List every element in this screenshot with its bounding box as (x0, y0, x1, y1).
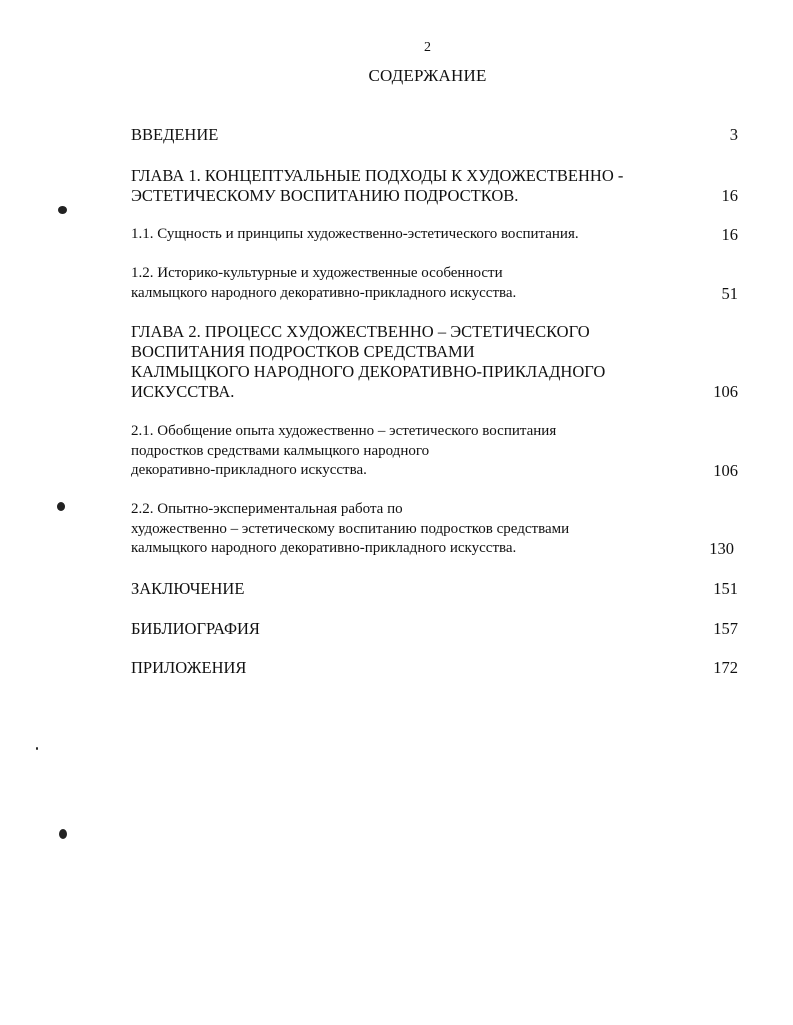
toc-entry-text: ЭСТЕТИЧЕСКОМУ ВОСПИТАНИЮ ПОДРОСТКОВ. (131, 186, 519, 205)
toc-entry-text: калмыцкого народного декоративно-прикладного искусства. (131, 284, 517, 301)
toc-entry-section-1-2[interactable] (131, 264, 738, 304)
toc-entry-section-2-2[interactable] (131, 500, 738, 560)
scan-speck (58, 206, 67, 214)
toc-entry-text: ГЛАВА 2. ПРОЦЕСС ХУДОЖЕСТВЕННО – ЭСТЕТИЧЕСКОГО (131, 322, 590, 341)
toc-entry-text: ВВЕДЕНИЕ (131, 125, 219, 144)
toc-entry-section-2-1[interactable] (131, 422, 738, 482)
toc-page-number: 130 (709, 539, 734, 558)
toc-page-number: 106 (713, 461, 738, 480)
toc-entry-text: ВОСПИТАНИЯ ПОДРОСТКОВ СРЕДСТВАМИ (131, 342, 475, 361)
toc-entry-text: КАЛМЫЦКОГО НАРОДНОГО ДЕКОРАТИВНО-ПРИКЛАДНОГО (131, 362, 606, 381)
toc-page-number: 157 (713, 619, 738, 638)
toc-entry-text: калмыцкого народного декоративно-прикладного искусства. (131, 540, 517, 556)
toc-entry-text: 2.2. Опытно-экспериментальная работа по (131, 501, 403, 517)
toc-page-number: 151 (713, 579, 738, 598)
toc-page-number: 16 (721, 225, 738, 244)
page-title: СОДЕРЖАНИЕ (368, 66, 487, 85)
toc-page-number: 16 (721, 186, 738, 205)
toc-entry-text: ЗАКЛЮЧЕНИЕ (131, 579, 245, 598)
scan-speck (57, 502, 65, 511)
toc-entry-chapter-1[interactable] (131, 166, 738, 206)
toc-entry-text: 2.1. Обобщение опыта художественно – эстетического воспитания (131, 423, 557, 439)
toc-entry-chapter-2[interactable] (131, 322, 738, 402)
toc-entry-section-1-1[interactable] (131, 225, 738, 245)
scan-speck (36, 747, 38, 750)
toc-entry-text: 1.1. Сущность и принципы художественно-эстетического воспитания. (131, 226, 579, 242)
toc-page-number: 106 (713, 382, 738, 401)
toc-entry-introduction[interactable] (131, 125, 738, 145)
toc-entry-text: художественно – эстетическому воспитанию подростков средствами (131, 520, 570, 537)
page-number: 2 (424, 40, 431, 55)
toc-entry-appendices[interactable] (131, 658, 738, 678)
toc-entry-text: ИСКУССТВА. (131, 382, 235, 401)
toc-entry-conclusion[interactable] (131, 579, 738, 599)
toc-entry-text: ГЛАВА 1. КОНЦЕПТУАЛЬНЫЕ ПОДХОДЫ К ХУДОЖЕСТВЕННО - (131, 166, 624, 185)
toc-entry-text: подростков средствами калмыцкого народного (131, 442, 430, 459)
toc-entry-text: ПРИЛОЖЕНИЯ (131, 658, 247, 677)
toc-entry-text: 1.2. Историко-культурные и художественные особенности (131, 265, 503, 281)
toc-entry-text: декоративно-прикладного искусства. (131, 462, 367, 478)
toc-entry-bibliography[interactable] (131, 619, 738, 639)
toc-page-number: 172 (713, 658, 738, 677)
scan-speck (59, 829, 67, 839)
toc-page-number: 51 (721, 284, 738, 303)
toc-page-number: 3 (729, 125, 738, 144)
toc-entry-text: БИБЛИОГРАФИЯ (131, 619, 260, 638)
